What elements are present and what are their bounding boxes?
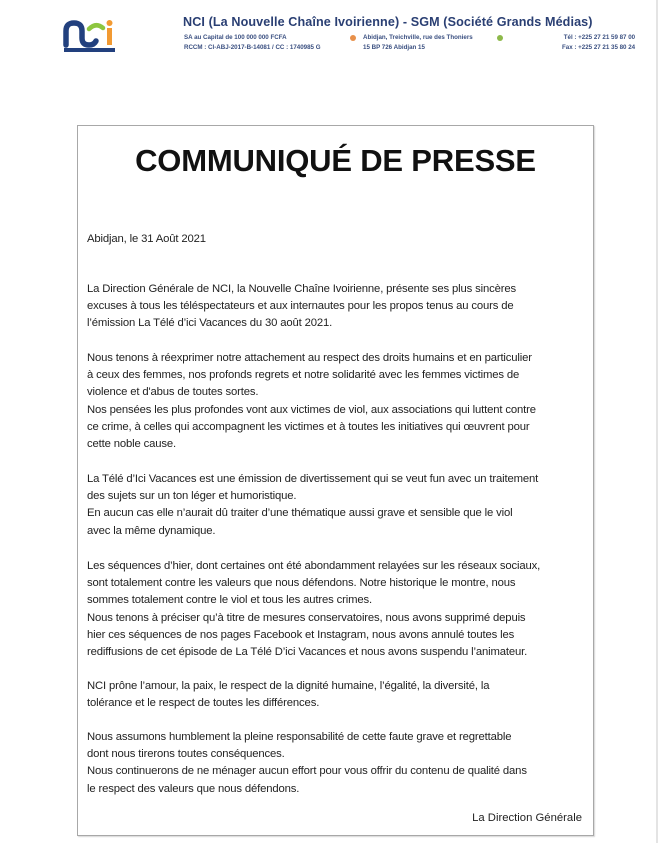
text-line: le respect des valeurs que nous défendons. xyxy=(87,782,300,795)
text-line: à ceux des femmes, nos profonds regrets et notre solidarité avec les femmes victimes de xyxy=(87,369,520,382)
address-line-2: 15 BP 726 Abidjan 15 xyxy=(363,44,425,51)
date-line: Abidjan, le 31 Août 2021 xyxy=(87,233,206,245)
text-line: NCI prône l’amour, la paix, le respect de la dignité humaine, l’égalité, la diversité, la xyxy=(87,680,490,692)
green-bullet-icon xyxy=(497,35,503,41)
text-line: violence et d'abus de toutes sortes. xyxy=(87,386,259,399)
text-line: Les séquences d’hier, dont certaines ont été abondamment relayées sur les réseaux sociaux, xyxy=(87,560,541,572)
paragraph-show-description xyxy=(87,471,538,540)
orange-bullet-icon xyxy=(350,35,356,41)
tel-text: Tél : +225 27 21 59 87 00 xyxy=(563,34,636,41)
press-release-box xyxy=(77,125,594,836)
paragraph-measures xyxy=(87,558,540,661)
company-contact xyxy=(562,33,635,53)
text-line: cette noble cause. xyxy=(87,438,176,451)
text-line: Nos pensées les plus profondes vont aux victimes de viol, aux associations qui luttent contre xyxy=(87,403,536,416)
nci-logo xyxy=(60,14,122,56)
document-title: COMMUNIQUÉ DE PRESSE xyxy=(135,143,536,178)
address-line-1: Abidjan, Treichville, rue des Thoniers xyxy=(363,34,473,41)
fax-text: Fax : +225 27 21 35 80 24 xyxy=(562,44,636,51)
text-line: Nous assumons humblement la pleine responsabilité de cette faute grave et regrettable xyxy=(87,731,512,743)
text-line: l’émission La Télé d’ici Vacances du 30 août 2021. xyxy=(87,317,333,330)
text-line: ce crime, à celles qui accompagnent les victimes et à toutes les initiatives qui œuvrent pour xyxy=(87,420,530,433)
paragraph-apology xyxy=(87,281,516,333)
text-line: rediffusions de cet épisode de La Télé D’ici Vacances et nous avons suspendu l’animateur. xyxy=(87,646,528,659)
text-line: avec la même dynamique. xyxy=(87,524,216,537)
text-line: hier ces séquences de nos pages Facebook et Instagram, nous avons annulé toutes les xyxy=(87,628,515,641)
company-legal-info xyxy=(184,33,321,53)
text-line: En aucun cas elle n’aurait dû traiter d’une thématique aussi grave et sensible que le viol xyxy=(87,507,513,520)
paragraph-responsibility xyxy=(87,729,527,798)
capital-text: SA au Capital de 100 000 000 FCFA xyxy=(184,34,287,41)
text-line: sommes totalement contre le viol et tous les autres crimes. xyxy=(87,594,372,607)
text-line: des sujets sur un ton léger et humoristique. xyxy=(87,490,297,503)
page-edge-divider xyxy=(656,0,658,843)
text-line: tolérance et le respect de toutes les différences. xyxy=(87,697,320,710)
text-line: sont totalement contre les valeurs que nous défendons. Notre historique le montre, nous xyxy=(87,577,516,590)
text-line: dont nous tirerons toutes conséquences. xyxy=(87,748,285,761)
paragraph-solidarity xyxy=(87,350,536,453)
text-line: La Direction Générale de NCI, la Nouvelle Chaîne Ivoirienne, présente ses plus sincères xyxy=(87,283,517,295)
text-line: Nous continuerons de ne ménager aucun effort pour vous offrir du contenu de qualité dans xyxy=(87,765,527,778)
signature: La Direction Générale xyxy=(472,812,582,824)
company-header-title: NCI (La Nouvelle Chaîne Ivoirienne) - SGM (Société Grands Médias) xyxy=(183,15,593,29)
rccm-text: RCCM : CI-ABJ-2017-B-14081 / CC : 1740985 G xyxy=(184,44,321,51)
paragraph-values xyxy=(87,678,489,712)
text-line: excuses à tous les téléspectateurs et aux internautes pour les propos tenus au cours de xyxy=(87,300,514,313)
company-address xyxy=(363,33,473,53)
text-line: Nous tenons à réexprimer notre attachement au respect des droits humains et en particulier xyxy=(87,352,532,364)
text-line: Nous tenons à préciser qu’à titre de mesures conservatoires, nous avons supprimé depuis xyxy=(87,611,526,624)
text-line: La Télé d’Ici Vacances est une émission de divertissement qui se veut fun avec un traitement xyxy=(87,473,539,485)
